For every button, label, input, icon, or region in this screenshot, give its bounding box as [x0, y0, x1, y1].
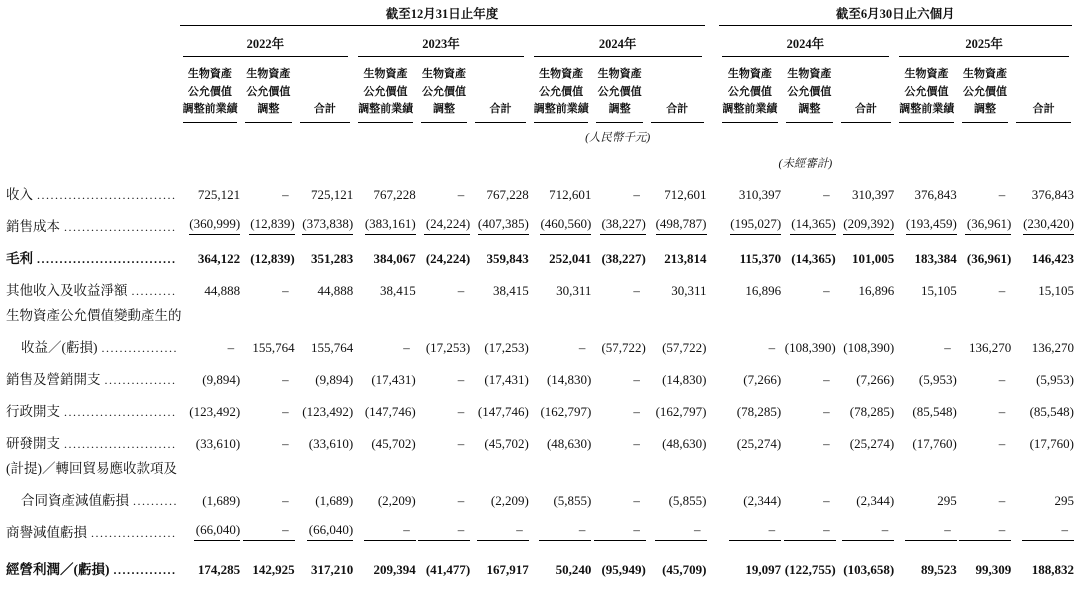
cell-value: –: [457, 371, 465, 387]
cell-value: (209,392): [836, 203, 895, 235]
cell-value: 295: [937, 492, 957, 508]
cell-value: (360,999): [178, 203, 241, 235]
cell-value: (1,689): [202, 492, 241, 508]
year-label-interim-2024: 2024年: [722, 34, 890, 57]
column-header-adj: 生物資產 公允價值 調整: [786, 66, 833, 123]
row-label: 商譽減值虧損: [6, 524, 87, 540]
column-header-adj: 生物資產 公允價值 調整: [421, 66, 468, 123]
cell-value: (7,266): [743, 371, 782, 387]
cell-value: –: [998, 282, 1006, 298]
cell-value: (38,227): [591, 203, 646, 235]
cell-value: –: [633, 435, 640, 451]
cell-value: –: [457, 492, 465, 508]
column-header-row: [6, 57, 1074, 123]
cell-value: (230,420): [1011, 203, 1074, 235]
row-label: 銷售及營銷開支: [6, 371, 101, 387]
cell-value: (33,610): [308, 435, 354, 451]
cell-value: –: [823, 282, 830, 298]
table-body: [6, 171, 1074, 578]
cell-value: (17,253): [484, 339, 529, 355]
table-row: [6, 299, 1074, 324]
cell-value: 364,122: [197, 250, 241, 266]
cell-value: –: [823, 371, 830, 387]
cell-value: 16,896: [745, 282, 782, 298]
table-row: [6, 171, 1074, 203]
cell-value: (122,755): [784, 561, 836, 577]
cell-value: –: [282, 492, 289, 508]
cell-value: –: [633, 403, 640, 419]
cell-value: –: [1011, 509, 1074, 541]
cell-value: (48,630): [662, 435, 707, 451]
dot-leader: [37, 252, 176, 267]
group-spacer: [707, 26, 717, 57]
cell-value: 16,896: [858, 282, 895, 298]
column-header-total: 合計: [651, 101, 704, 123]
cell-value: 213,814: [664, 250, 707, 266]
cell-value: 767,228: [486, 186, 529, 202]
cell-value: (95,949): [601, 561, 646, 577]
dot-leader: [133, 494, 176, 509]
cell-value: –: [768, 339, 776, 355]
row-label: 經營利潤／(虧損): [6, 561, 110, 577]
cell-value: (498,787): [646, 203, 707, 235]
cell-value: –: [416, 509, 471, 541]
cell-value: 167,917: [486, 561, 529, 577]
cell-value: –: [998, 435, 1006, 451]
cell-value: (45,702): [484, 435, 529, 451]
cell-value: (2,344): [856, 492, 895, 508]
cell-value: (2,209): [490, 492, 529, 508]
cell-value: 359,843: [486, 250, 529, 266]
cell-value: 310,397: [738, 186, 782, 202]
column-header-pre: 生物資產 公允價值 調整前業績: [722, 66, 779, 123]
dot-leader: [64, 220, 176, 235]
group-spacer: [707, 235, 717, 267]
group-spacer: [707, 541, 717, 578]
cell-value: (162,797): [540, 403, 592, 419]
cell-value: (5,953): [1036, 371, 1074, 387]
group-spacer: [707, 477, 717, 509]
table-row: [6, 388, 1074, 420]
table-row: [6, 420, 1074, 452]
cell-value: (9,894): [202, 371, 241, 387]
cell-value: (9,894): [315, 371, 354, 387]
cell-value: 30,311: [671, 282, 707, 298]
cell-value: (103,658): [843, 561, 895, 577]
cell-value: (17,431): [484, 371, 529, 387]
cell-value: –: [282, 435, 289, 451]
note-unaudited: (未經審計): [778, 157, 833, 170]
cell-value: –: [894, 509, 957, 541]
cell-value: (17,760): [912, 435, 957, 451]
cell-value: 38,415: [380, 282, 416, 298]
year-label-2024: 2024年: [534, 34, 702, 57]
cell-value: 351,283: [310, 250, 354, 266]
cell-value: 767,228: [373, 186, 416, 202]
cell-value: 44,888: [317, 282, 354, 298]
cell-value: (1,689): [315, 492, 354, 508]
cell-value: (108,390): [784, 339, 836, 355]
cell-value: –: [529, 509, 592, 541]
cell-value: (66,040): [295, 509, 354, 541]
year-label-2023: 2023年: [358, 34, 524, 57]
table-row: [6, 509, 1074, 541]
cell-value: (14,830): [662, 371, 707, 387]
cell-value: 136,270: [1031, 339, 1074, 355]
column-header-total: 合計: [841, 101, 892, 123]
cell-value: 30,311: [556, 282, 592, 298]
cell-value: (85,548): [1029, 403, 1074, 419]
group-spacer: [707, 203, 717, 235]
table-row: [6, 356, 1074, 388]
cell-value: –: [823, 403, 830, 419]
cell-value: 38,415: [493, 282, 529, 298]
cell-value: 384,067: [373, 250, 416, 266]
cell-value: (193,459): [894, 203, 957, 235]
table-row: [6, 235, 1074, 267]
cell-value: –: [646, 509, 707, 541]
cell-value: –: [457, 435, 465, 451]
cell-value: (5,855): [668, 492, 707, 508]
cell-value: –: [633, 186, 640, 202]
column-header-adj: 生物資產 公允價值 調整: [245, 66, 292, 123]
cell-value: –: [470, 509, 529, 541]
cell-value: 209,394: [373, 561, 416, 577]
period-header-row: [6, 4, 1074, 26]
cell-value: –: [836, 509, 895, 541]
cell-value: (12,839): [250, 250, 295, 266]
cell-value: –: [282, 403, 289, 419]
cell-value: (383,161): [353, 203, 416, 235]
cell-value: –: [633, 282, 640, 298]
cell-value: 712,601: [664, 186, 707, 202]
cell-value: (17,760): [1029, 435, 1074, 451]
cell-value: 19,097: [745, 561, 782, 577]
cell-value: (78,285): [849, 403, 895, 419]
row-label: 收益／(虧損): [21, 339, 98, 355]
cell-value: (45,702): [371, 435, 416, 451]
cell-value: (108,390): [843, 339, 895, 355]
cell-value: (14,830): [546, 371, 592, 387]
table-row: [6, 477, 1074, 509]
cell-value: 115,370: [739, 250, 782, 266]
year-header-row: [6, 26, 1074, 57]
row-label: 其他收入及收益淨額: [6, 282, 128, 298]
cell-value: (162,797): [655, 403, 707, 419]
row-label: 生物資產公允價值變動產生的: [6, 307, 182, 323]
cell-value: (7,266): [856, 371, 895, 387]
cell-value: (2,209): [377, 492, 416, 508]
cell-value: (407,385): [470, 203, 529, 235]
period-group-interim-title: 截至6月30日止六個月: [719, 4, 1072, 26]
group-spacer: [707, 171, 717, 203]
cell-value: –: [998, 186, 1006, 202]
cell-value: (5,855): [553, 492, 592, 508]
cell-value: 155,764: [310, 339, 354, 355]
cell-value: –: [282, 186, 289, 202]
cell-value: (5,953): [918, 371, 957, 387]
group-spacer: [707, 420, 717, 452]
row-label: 合同資產減值虧損: [21, 492, 129, 508]
cell-value: (85,548): [912, 403, 957, 419]
cell-value: 295: [1054, 492, 1074, 508]
table-row: [6, 452, 1074, 477]
group-spacer: [707, 57, 717, 123]
year-label-interim-2025: 2025年: [899, 34, 1069, 57]
cell-value: –: [457, 186, 465, 202]
cell-value: 725,121: [310, 186, 354, 202]
cell-value: (147,746): [477, 403, 529, 419]
cell-value: 89,523: [921, 561, 957, 577]
cell-value: –: [823, 435, 830, 451]
cell-value: –: [998, 492, 1006, 508]
column-header-adj: 生物資產 公允價值 調整: [962, 66, 1009, 123]
cell-value: (14,365): [781, 203, 836, 235]
cell-value: (12,839): [240, 203, 295, 235]
cell-value: (17,253): [425, 339, 471, 355]
cell-value: –: [353, 509, 416, 541]
row-label: 行政開支: [6, 403, 60, 419]
dot-leader: [64, 405, 176, 420]
cell-value: 142,925: [252, 561, 295, 577]
cell-value: 712,601: [549, 186, 592, 202]
dot-leader: [105, 373, 176, 388]
column-header-adj: 生物資產 公允價值 調整: [596, 66, 643, 123]
group-spacer: [707, 356, 717, 388]
cell-value: (38,227): [601, 250, 646, 266]
dot-leader: [37, 188, 176, 203]
period-group-annual-title: 截至12月31日止年度: [180, 4, 705, 26]
cell-value: 188,832: [1031, 561, 1074, 577]
financial-table: [6, 4, 1074, 578]
cell-value: (373,838): [295, 203, 354, 235]
cell-value: 146,423: [1031, 250, 1074, 266]
note-unaudited-row: [6, 145, 1074, 171]
cell-value: (36,961): [966, 250, 1012, 266]
cell-value: (57,722): [601, 339, 646, 355]
table-row: [6, 267, 1074, 299]
cell-value: 15,105: [1038, 282, 1074, 298]
cell-value: 15,105: [921, 282, 957, 298]
table-row: [6, 541, 1074, 578]
cell-value: (45,709): [662, 561, 707, 577]
column-header-total: 合計: [300, 101, 351, 123]
row-label: 收入: [6, 186, 33, 202]
cell-value: (460,560): [529, 203, 592, 235]
cell-value: 174,285: [197, 561, 241, 577]
note-currency: (人民幣千元): [585, 131, 651, 144]
group-spacer: [707, 324, 717, 356]
row-label: 研發開支: [6, 435, 60, 451]
cell-value: (2,344): [743, 492, 782, 508]
group-spacer: [707, 4, 717, 26]
cell-value: (17,431): [371, 371, 416, 387]
dot-leader: [114, 563, 176, 578]
cell-value: 310,397: [851, 186, 895, 202]
year-label-2022: 2022年: [183, 34, 349, 57]
cell-value: 376,843: [914, 186, 957, 202]
cell-value: –: [823, 186, 830, 202]
cell-value: –: [457, 403, 465, 419]
cell-value: –: [227, 339, 235, 355]
column-header-pre: 生物資產 公允價值 調整前業績: [899, 66, 954, 123]
cell-value: (123,492): [189, 403, 241, 419]
row-label: 毛利: [6, 250, 33, 266]
cell-value: –: [457, 282, 465, 298]
table-row: [6, 324, 1074, 356]
dot-leader: [91, 526, 176, 541]
row-label: (計提)／轉回貿易應收款項及: [6, 460, 177, 476]
cell-value: (147,746): [364, 403, 416, 419]
cell-value: –: [633, 492, 640, 508]
column-header-pre: 生物資產 公允價值 調整前業績: [534, 66, 589, 123]
cell-value: (195,027): [717, 203, 782, 235]
dot-leader: [102, 341, 176, 356]
cell-value: (24,224): [425, 250, 471, 266]
row-label: 銷售成本: [6, 218, 60, 234]
note-currency-row: [6, 123, 1074, 145]
cell-value: 183,384: [914, 250, 957, 266]
cell-value: (123,492): [302, 403, 354, 419]
column-header-pre: 生物資產 公允價值 調整前業績: [358, 66, 413, 123]
cell-value: (41,477): [425, 561, 471, 577]
cell-value: –: [240, 509, 295, 541]
cell-value: 44,888: [204, 282, 241, 298]
cell-value: 155,764: [252, 339, 295, 355]
column-header-total: 合計: [475, 101, 526, 123]
cell-value: 99,309: [975, 561, 1012, 577]
cell-value: –: [591, 509, 646, 541]
cell-value: –: [403, 339, 410, 355]
group-spacer: [707, 388, 717, 420]
cell-value: 376,843: [1031, 186, 1074, 202]
cell-value: 101,005: [851, 250, 895, 266]
table-row: [6, 203, 1074, 235]
cell-value: (24,224): [416, 203, 471, 235]
cell-value: (36,961): [957, 203, 1012, 235]
cell-value: (14,365): [791, 250, 836, 266]
cell-value: 317,210: [310, 561, 354, 577]
group-spacer: [707, 267, 717, 299]
dot-leader: [64, 437, 176, 452]
cell-value: –: [781, 509, 836, 541]
cell-value: –: [998, 371, 1006, 387]
cell-value: –: [282, 371, 289, 387]
group-spacer: [707, 509, 717, 541]
cell-value: 50,240: [555, 561, 592, 577]
cell-value: (33,610): [195, 435, 241, 451]
cell-value: (78,285): [736, 403, 782, 419]
cell-value: –: [578, 339, 586, 355]
cell-value: –: [957, 509, 1012, 541]
cell-value: 136,270: [969, 339, 1012, 355]
dot-leader: [132, 284, 176, 299]
column-header-pre: 生物資產 公允價值 調整前業績: [183, 66, 238, 123]
cell-value: (48,630): [546, 435, 592, 451]
cell-value: 252,041: [549, 250, 592, 266]
cell-value: –: [944, 339, 951, 355]
cell-value: –: [282, 282, 289, 298]
cell-value: (25,274): [849, 435, 895, 451]
cell-value: (25,274): [736, 435, 782, 451]
cell-value: (66,040): [178, 509, 241, 541]
cell-value: –: [998, 403, 1006, 419]
cell-value: –: [823, 492, 830, 508]
cell-value: –: [717, 509, 782, 541]
cell-value: (57,722): [662, 339, 707, 355]
cell-value: 725,121: [197, 186, 241, 202]
column-header-total: 合計: [1016, 101, 1071, 123]
cell-value: –: [633, 371, 640, 387]
